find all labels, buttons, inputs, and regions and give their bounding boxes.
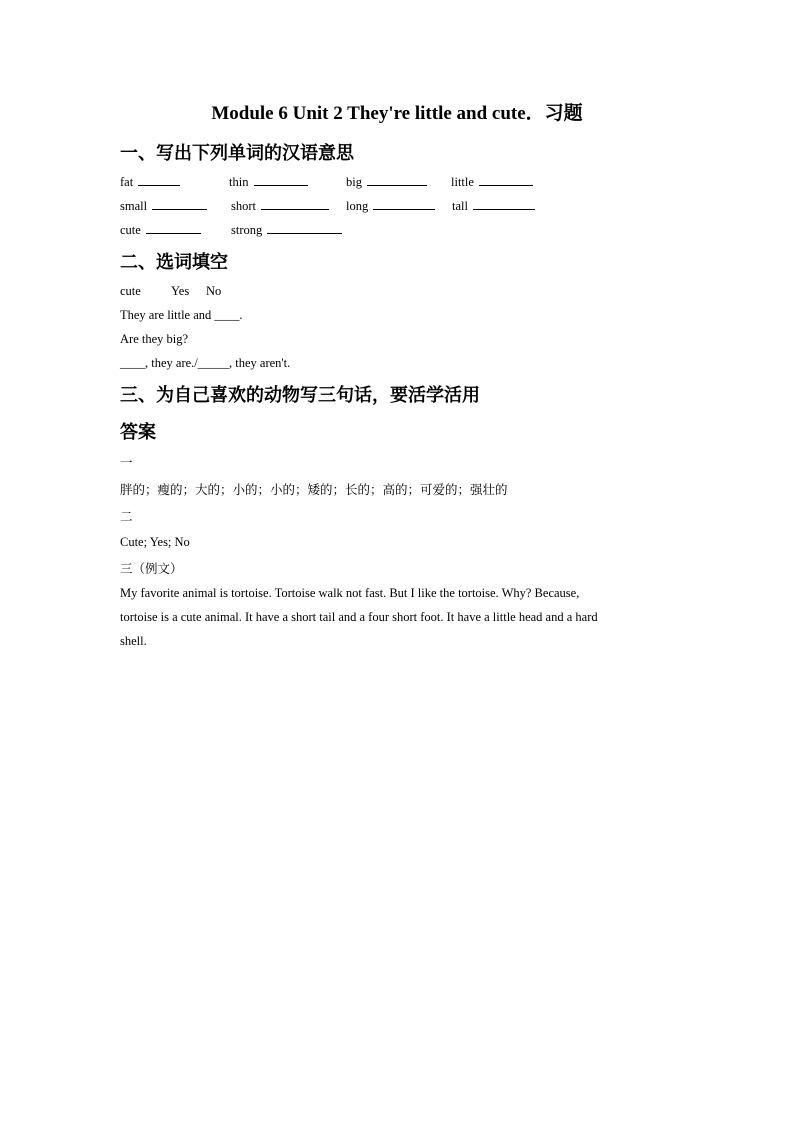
- option-word: cute: [120, 284, 141, 298]
- word-label: big: [346, 175, 362, 189]
- answer-part2-text: Cute; Yes; No: [120, 535, 190, 549]
- word-item: [120, 175, 180, 190]
- answer-blank: [479, 175, 533, 186]
- word-label: small: [120, 199, 148, 213]
- word-item: [231, 199, 329, 214]
- word-item: [346, 175, 427, 190]
- answer-part3-label: 三（例文）: [120, 561, 183, 576]
- word-label: strong: [231, 223, 263, 237]
- section3-heading: 三、为自己喜欢的动物写三句话，要活学活用: [120, 385, 480, 406]
- answer-blank: [146, 223, 201, 234]
- word-label: thin: [229, 175, 249, 189]
- exercise-line: ____, they are./_____, they aren't.: [120, 356, 291, 370]
- answer-blank: [261, 199, 329, 210]
- answer-blank: [473, 199, 535, 210]
- essay-line: My favorite animal is tortoise. Tortoise walk not fast. But I like the tortoise. Why? Because,: [120, 586, 580, 600]
- answer-blank: [267, 223, 342, 234]
- word-label: cute: [120, 223, 141, 237]
- word-item: [120, 199, 207, 214]
- essay-line: shell.: [120, 634, 147, 648]
- answer-blank: [367, 175, 427, 186]
- answer-blank: [373, 199, 435, 210]
- word-item: [452, 199, 535, 214]
- word-item: [346, 199, 435, 214]
- section2-heading: 二、选词填空: [120, 252, 228, 273]
- answer-part1-text: 胖的；瘦的；大的；小的；小的；矮的；长的；高的；可爱的；强壮的: [120, 482, 508, 497]
- answer-part2-label: 二: [120, 509, 133, 524]
- word-label: little: [451, 175, 474, 189]
- word-label: short: [231, 199, 256, 213]
- word-label: tall: [452, 199, 468, 213]
- exercise-line: They are little and ____.: [120, 308, 243, 322]
- word-label: long: [346, 199, 369, 213]
- word-item: [229, 175, 308, 190]
- answer-blank: [138, 175, 180, 186]
- word-item: [120, 223, 201, 238]
- answer-part1-label: 一: [120, 455, 133, 470]
- answer-blank: [152, 199, 207, 210]
- word-item: [231, 223, 342, 238]
- exercise-line: Are they big?: [120, 332, 189, 346]
- word-item: [451, 175, 533, 190]
- option-word: Yes: [171, 284, 190, 298]
- answers-heading: 答案: [120, 422, 156, 443]
- answer-blank: [254, 175, 308, 186]
- page-title: Module 6 Unit 2 They're little and cute．习题: [211, 103, 583, 124]
- option-word: No: [206, 284, 222, 298]
- essay-line: tortoise is a cute animal. It have a short tail and a four short foot. It have a little head and a hard: [120, 610, 598, 624]
- word-label: fat: [120, 175, 134, 189]
- section1-heading: 一、写出下列单词的汉语意思: [120, 143, 354, 164]
